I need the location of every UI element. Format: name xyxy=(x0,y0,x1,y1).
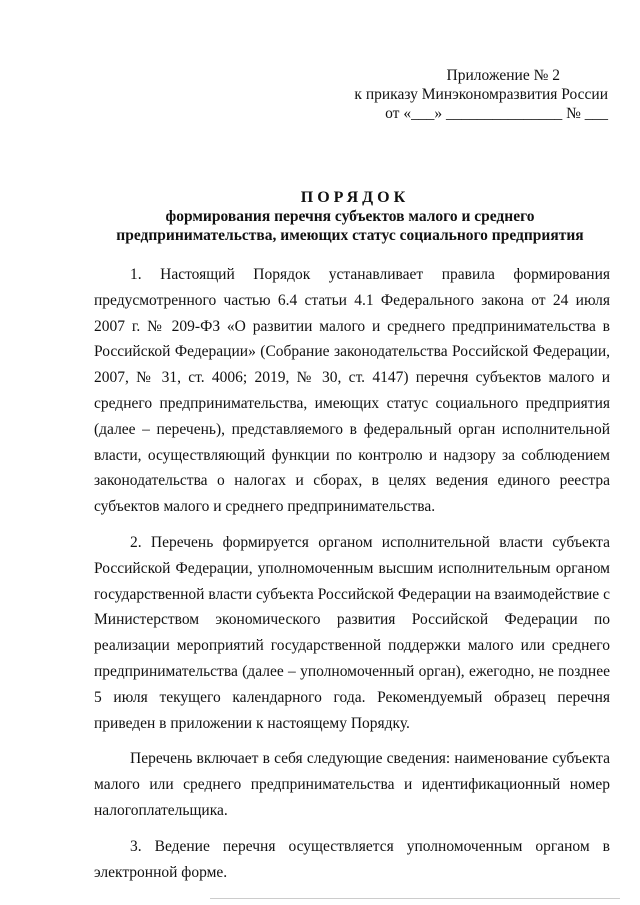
title-subtitle-line-1: формирования перечня субъектов малого и среднего xyxy=(165,208,535,225)
bottom-edge-divider xyxy=(210,898,620,899)
annex-order-reference: к приказу Минэкономразвития России xyxy=(354,86,608,103)
paragraph-2: 2. Перечень формируется органом исполнительной власти субъекта Российской Федерации, уполномоченным высшим исполнительным органом государственной власти субъекта Российской Федерации на взаимодействие с Министерством экономического развития Российской Федерации по реализации мероприятий государственной поддержки малого или среднего предпринимательства (далее – уполномоченный орган), ежегодно, не позднее 5 июля текущего календарного года. Рекомендуемый образец перечня приведен в приложении к настоящему Порядку. xyxy=(94,533,610,732)
title-subtitle-line-2: предпринимательства, имеющих статус социального предприятия xyxy=(116,227,584,244)
document-title xyxy=(60,188,640,245)
title-main: ПОРЯДОК xyxy=(300,189,410,206)
paragraph-3: Перечень включает в себя следующие сведения: наименование субъекта малого или среднего предпринимательства и идентификационный номер налогоплательщика. xyxy=(94,750,610,819)
annex-header xyxy=(354,66,608,123)
annex-number: Приложение № 2 xyxy=(446,67,560,84)
document-body xyxy=(94,262,610,885)
paragraph-4: 3. Ведение перечня осуществляется уполномоченным органом в электронной форме. xyxy=(94,837,610,881)
paragraph-1: 1. Настоящий Порядок устанавливает правила формирования предусмотренного частью 6.4 статьи 4.1 Федерального закона от 24 июля 2007 г. № 209-ФЗ «О развитии малого и среднего предпринимательства в Российской Федерации» (Собрание законодательства Российской Федерации, 2007, № 31, ст. 4006; 2019, № 30, ст. 4147) перечня субъектов малого и среднего предпринимательства, имеющих статус социального предприятия (далее – перечень), представляемого в федеральный орган исполнительной власти, осуществляющий функции по контролю и надзору за соблюдением законодательства о налогах и сборах, в целях ведения единого реестра субъектов малого и среднего предпринимательства. xyxy=(94,266,610,516)
annex-order-date-number: от «___» _______________ № ___ xyxy=(385,105,608,122)
